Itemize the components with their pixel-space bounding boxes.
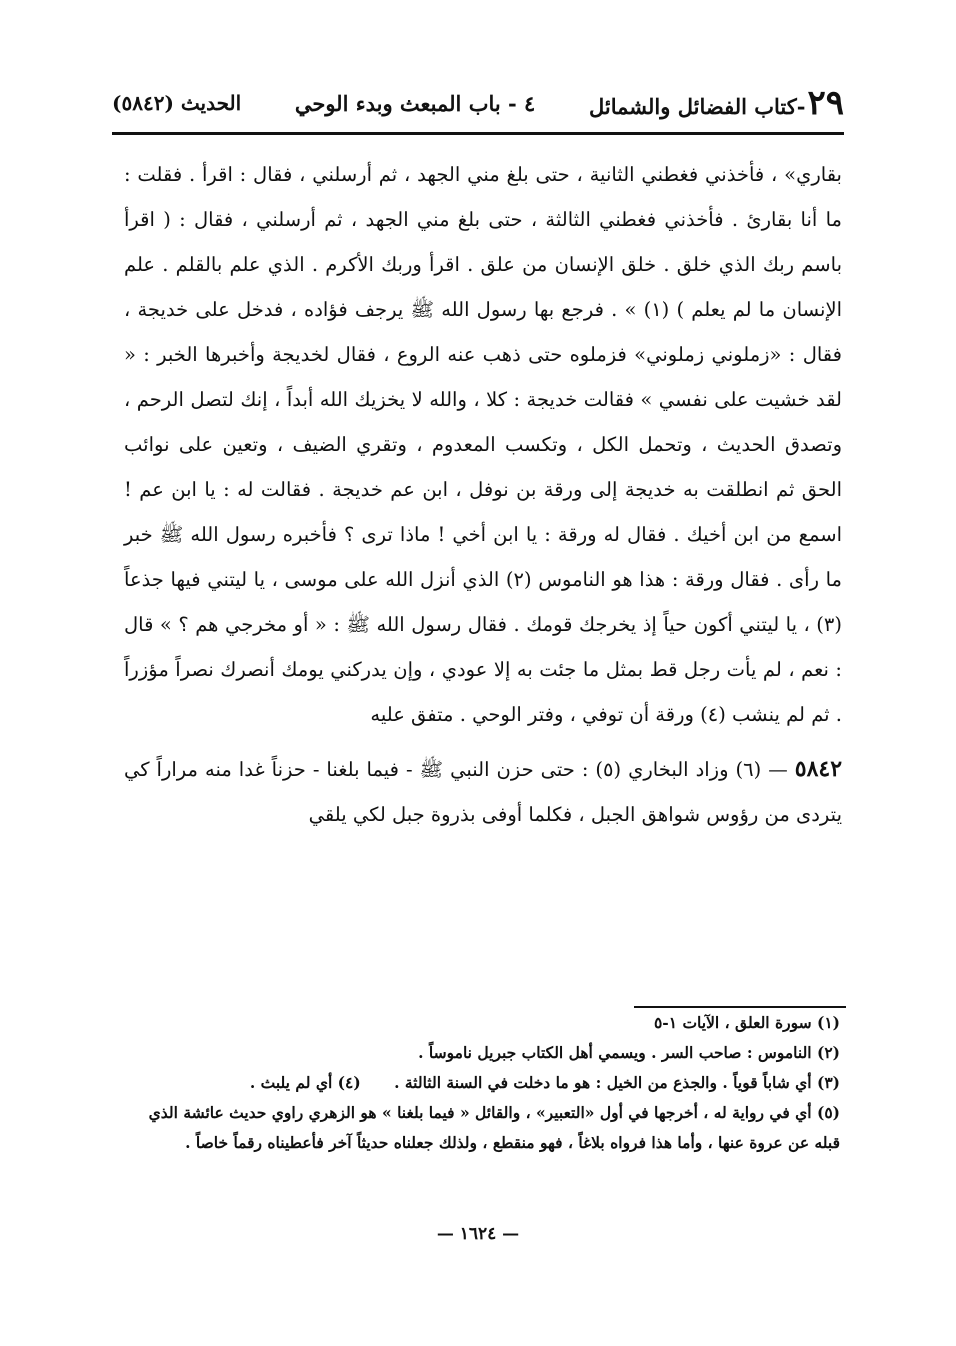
hadith-number: ٥٨٤٢ [794, 756, 843, 782]
running-header [112, 78, 844, 128]
footnote-3-4 [130, 1068, 840, 1098]
hadith-entry [124, 747, 842, 837]
hadith-text-paragraph: بقاري» ، فأخذني فغطني الثانية ، حتى بلغ مني الجهد ، ثم أرسلني ، فقال : اقرأ . فقلت : ما أنا بقارئ . فأخذني فغطني الثالثة ، حتى بلغ مني الجهد ، ثم أرسلني ، فقال : ( اقرأ باسم ربك الذي خلق . خلق الإنسان من علق . اقرأ وربك الأكرم . الذي علم بالقلم . علم الإنسان ما لم يعلم ) (١) » . فرجع بها رسول الله ﷺ يرجف فؤاده ، فدخل على خديجة ، فقال : «زملوني زملوني» فزملوه حتى ذهب عنه الروع ، فقال لخديجة وأخبرها الخبر : « لقد خشيت على نفسي » فقالت خديجة : كلا ، والله لا يخزيك الله أبداً ، إنك لتصل الرحم ، وتصدق الحديث ، وتحمل الكل ، وتكسب المعدوم ، وتقري الضيف ، وتعين على نوائب الحق ثم انطلقت به خديجة إلى ورقة بن نوفل ، ابن عم خديجة . فقالت له : يا ابن عم ! اسمع من ابن أخيك . فقال له ورقة : يا ابن أخي ! ماذا ترى ؟ فأخبره رسول الله ﷺ خبر ما رأى . فقال ورقة : هذا هو الناموس (٢) الذي أنزل الله على موسى ، يا ليتني فيها جذعاً (٣) ، يا ليتني أكون حياً إذ يخرجك قومك . فقال رسول الله ﷺ : « أو مخرجي هم ؟ » قال : نعم ، لم يأت رجل قط بمثل ما جئت به إلا عودي ، وإن يدركني يومك أنصرك نصراً مؤزراً . ثم لم ينشب (٤) ورقة أن توفي ، وفتر الوحي . متفق عليه [124, 163, 842, 726]
footnote-1: (١) سورة العلق ، الآيات ١-٥ [653, 1013, 840, 1032]
page-number: — ١٦٢٤ — [436, 1224, 520, 1244]
chapter-title: -كتاب الفضائل والشمائل [589, 94, 806, 119]
footnote-5: (٥) أي في رواية له ، أخرجها في أول «التعبير» ، والقائل « فيما بلغنا » هو الزهري راوي حديث عائشة الذي قبله عن عروة عنها ، وأما هذا فرواه بلاغاً ، فهو منقطع ، ولذلك جعلناه حديثاً آخر فأعطيناه رقماً خاصاً . [148, 1103, 840, 1152]
section-title: ٤ - باب المبعث وبدء الوحي [294, 90, 536, 116]
hadith-entry-text: — (٦) وزاد البخاري (٥) : حتى حزن النبي ﷺ - فيما بلغنا - حزناً غدا منه مراراً كي يتردى من رؤوس شواهق الجبل ، فكلما أوفى بذروة جبل لكي يلقي [124, 758, 842, 826]
footnote-3: (٣) أي شاباً قوياً . والجذع من الخيل : هو ما دخلت في السنة الثالثة . [394, 1073, 840, 1092]
main-text [124, 152, 842, 837]
chapter-number: ٢٩ [807, 83, 844, 123]
hadith-reference: الحديث (٥٨٤٢) [112, 91, 242, 115]
header-divider [112, 132, 844, 135]
chapter-heading [589, 83, 844, 123]
footnotes [130, 1008, 840, 1158]
footnote-2: (٢) الناموس : صاحب السر . ويسمي أهل الكتاب جبريل ناموساً . [418, 1043, 840, 1062]
footnote-4: (٤) أي لم يلبث . [249, 1073, 361, 1092]
